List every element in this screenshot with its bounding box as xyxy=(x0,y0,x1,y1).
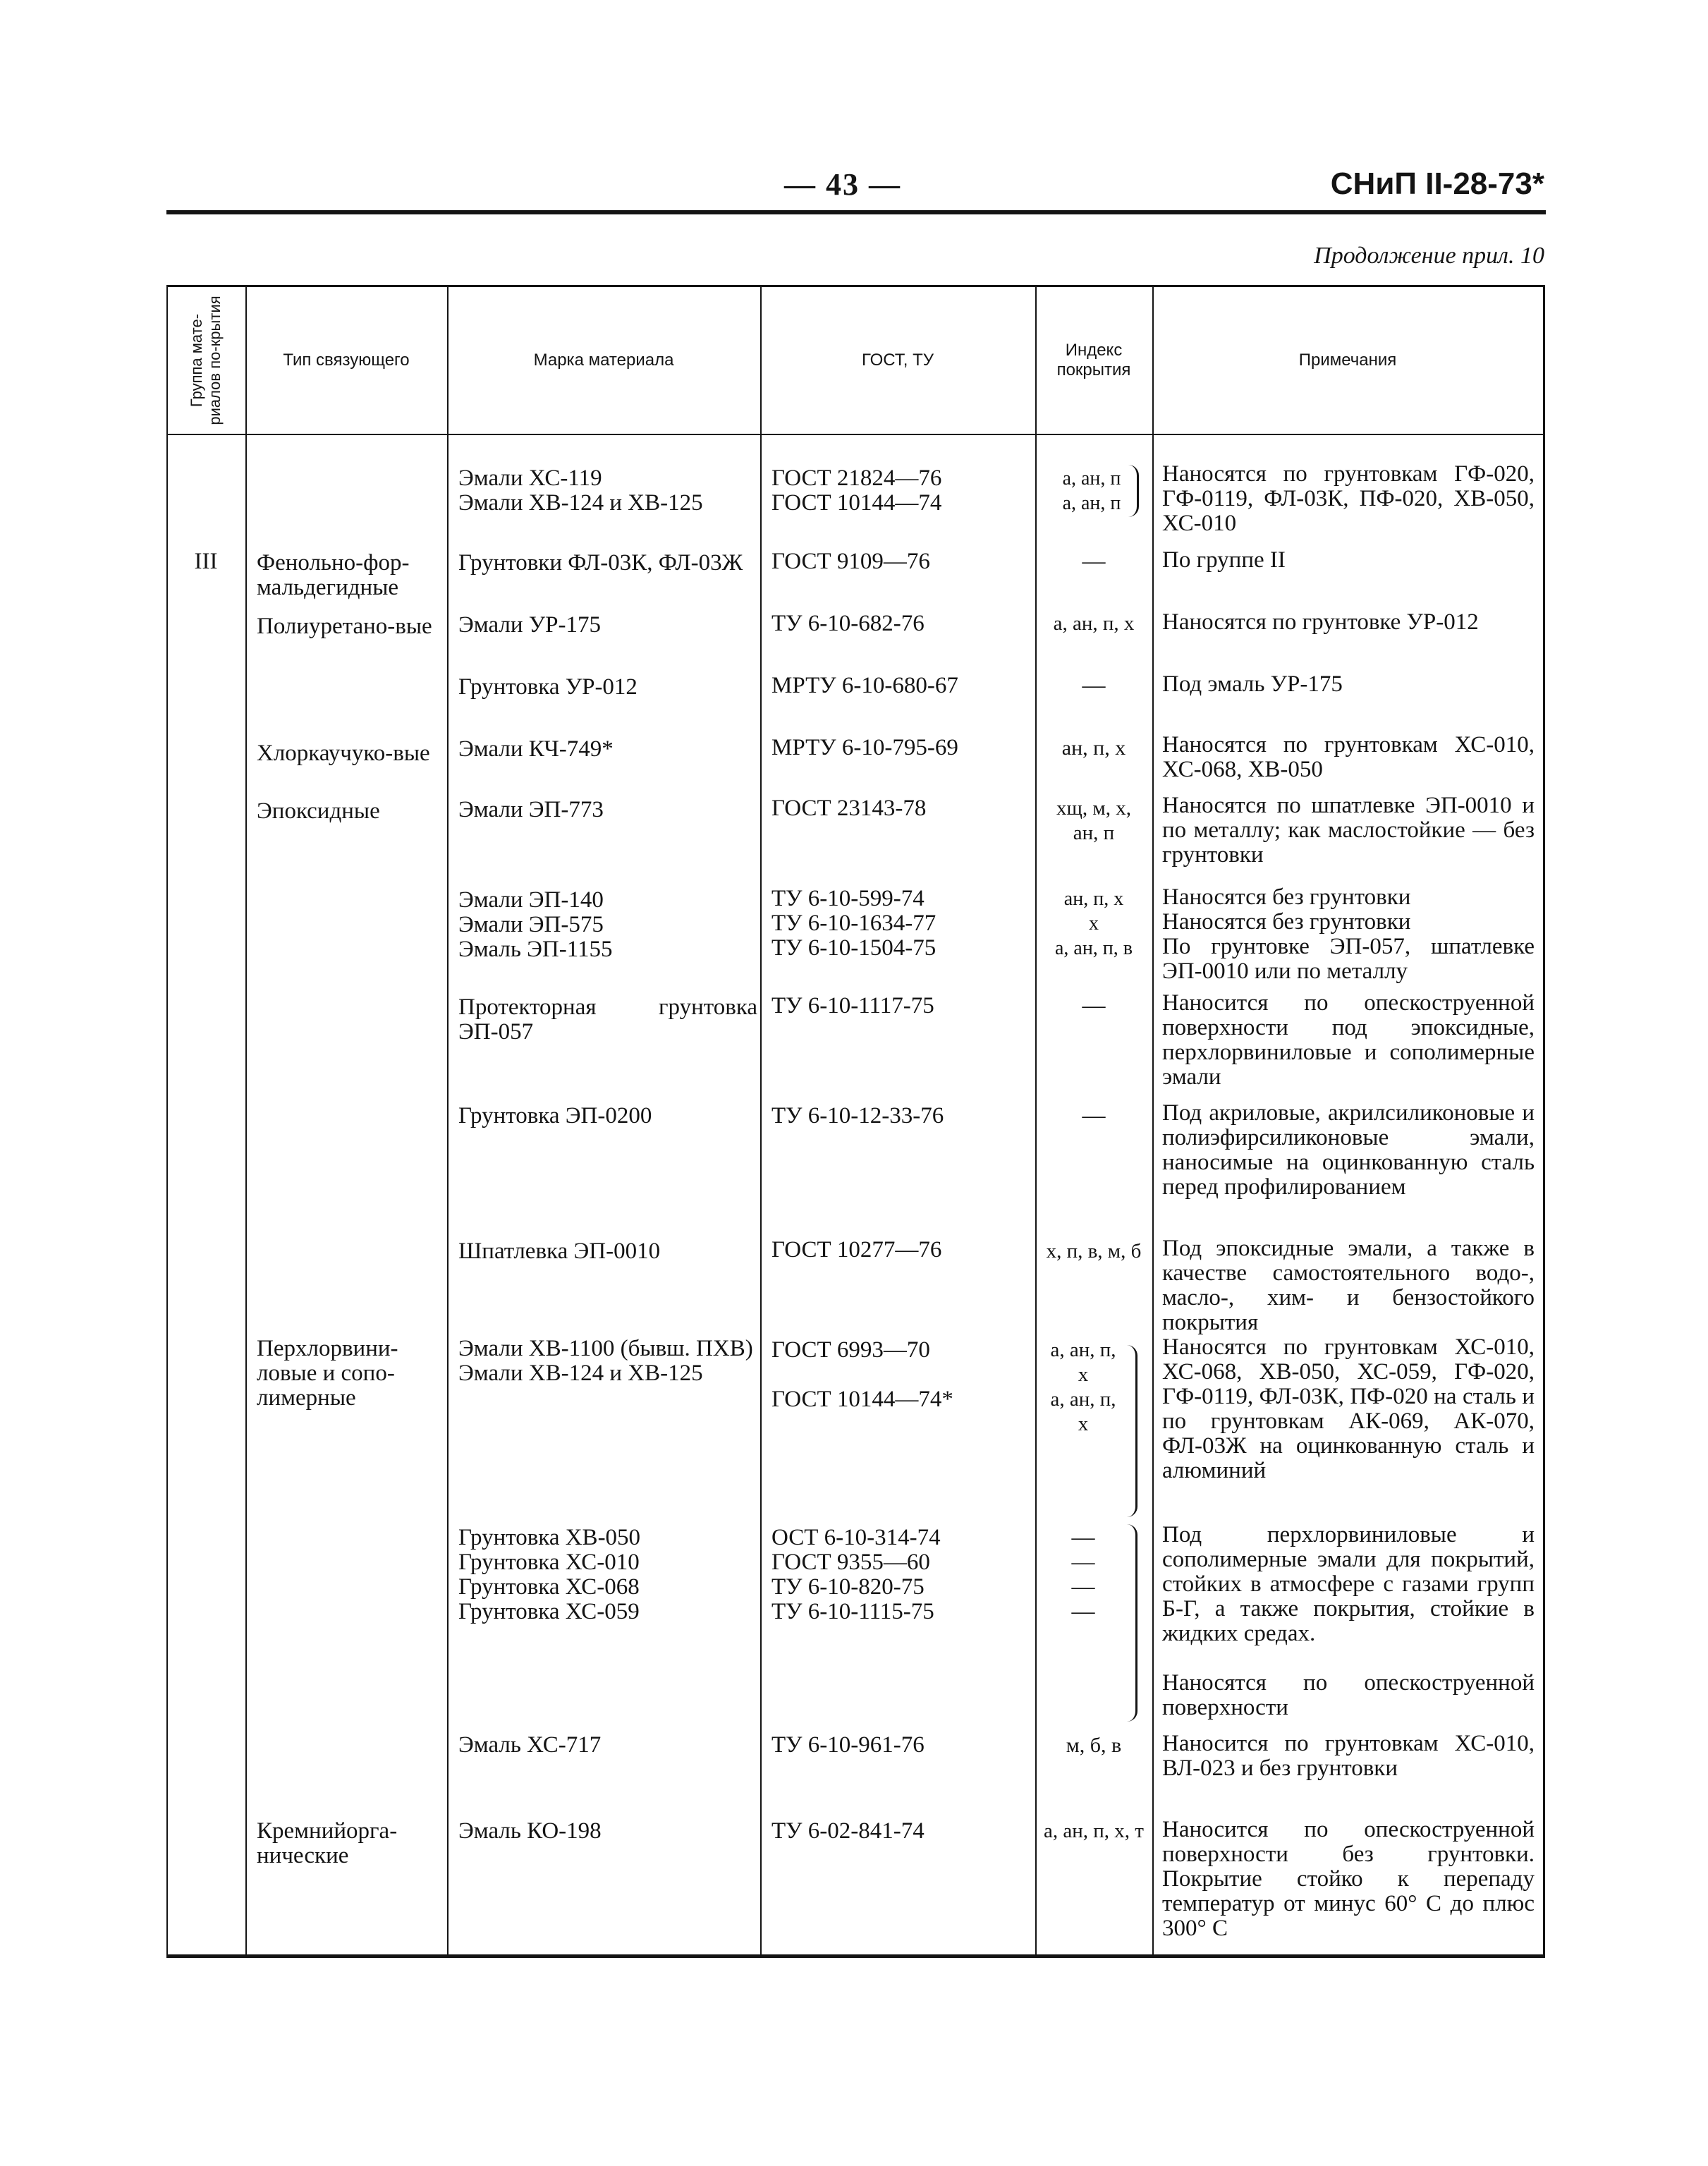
cell-gost: ГОСТ 10277—76 xyxy=(771,1237,942,1263)
cell-material: Протекторная грунтовка ЭП-057 xyxy=(458,994,757,1045)
cell-index: а, ан, п а, ан, п xyxy=(1062,468,1121,514)
cell-material: Шпатлевка ЭП-0010 xyxy=(458,1239,661,1264)
cell-notes: Под акриловые, акрилсиликоновые и полиэфирсиликоновые эмали, наносимые на оцинкованную сталь перед профилированием xyxy=(1162,1100,1535,1200)
column-header-gost: ГОСТ, ТУ xyxy=(861,351,934,370)
cell-material: Эмали ЭП-140 Эмали ЭП-575 Эмаль ЭП-1155 xyxy=(458,887,613,962)
cell-gost: ОСТ 6-10-314-74 ГОСТ 9355—60 ТУ 6-10-820-75 ТУ 6-10-1115-75 xyxy=(771,1525,941,1624)
brace xyxy=(1127,1524,1137,1722)
cell-index: м, б, в xyxy=(1066,1734,1122,1757)
cell-notes: Наносится по грунтовкам ХС-010, ВЛ-023 и без грунтовки xyxy=(1162,1731,1535,1781)
cell-notes: Наносятся по грунтовкам ХС-010, ХС-068, ХВ-050, ХС-059, ГФ-020, ГФ-0119, ФЛ-03К, ПФ-020 на сталь и по грунтовкам АК-069, АК-070, ФЛ-03Ж на оцинкованную сталь и алюминий xyxy=(1162,1334,1535,1483)
cell-gost: ТУ 6-10-682-76 xyxy=(771,611,925,636)
document-code: СНиП II-28-73* xyxy=(1330,166,1544,201)
cell-material: Эмаль КО-198 xyxy=(458,1818,602,1844)
cell-binder: Перхлорвини-ловые и сопо-лимерные xyxy=(257,1336,398,1411)
cell-index: — xyxy=(1082,993,1106,1018)
cell-material: Эмали УР-175 xyxy=(458,612,601,638)
cell-gost: ГОСТ 6993—70 ГОСТ 10144—74* xyxy=(771,1337,953,1412)
cell-notes: Наносятся по шпатлевке ЭП-0010 и по металлу; как маслостойкие — без грунтовки xyxy=(1162,793,1535,868)
cell-material: Грунтовка УР-012 xyxy=(458,674,638,700)
cell-notes: По группе II xyxy=(1162,547,1286,573)
cell-index: ан, п, х х а, ан, п, в xyxy=(1054,888,1133,959)
cell-gost: ТУ 6-10-599-74 ТУ 6-10-1634-77 ТУ 6-10-1504-75 xyxy=(771,886,937,961)
cell-notes: Под эпоксидные эмали, а также в качестве самостоятельного водо-, масло-, хим- и бензостойкого покрытия xyxy=(1162,1236,1535,1335)
cell-index: х, п, в, м, б xyxy=(1046,1240,1142,1263)
cell-index: — xyxy=(1082,549,1106,574)
column-header-group xyxy=(166,287,245,434)
cell-gost: ТУ 6-10-12-33-76 xyxy=(771,1103,944,1128)
column-header-notes: Примечания xyxy=(1298,351,1397,370)
cell-gost: ГОСТ 21824—76 ГОСТ 10144—74 xyxy=(771,466,942,516)
materials-table xyxy=(166,285,1545,1958)
cell-material: Эмали КЧ-749* xyxy=(458,736,614,762)
cell-index: а, ан, п, х, т xyxy=(1044,1820,1144,1842)
column-divider xyxy=(447,287,449,1954)
cell-binder: Хлоркаучуко-вые xyxy=(257,741,430,766)
cell-index: — xyxy=(1082,673,1106,698)
cell-binder: Эпоксидные xyxy=(257,798,380,824)
cell-notes: Под перхлорвиниловые и сополимерные эмали для покрытий, стойких в атмосфере с газами групп Б-Г, а также покрытия, стойкие в жидких средах. xyxy=(1162,1522,1535,1646)
cell-index: ан, п, х xyxy=(1061,736,1126,760)
continuation-label: Продолжение прил. 10 xyxy=(1314,243,1544,269)
cell-notes-secondary: Наносятся по опескоструенной поверхности xyxy=(1162,1670,1535,1720)
cell-gost: ТУ 6-10-1117-75 xyxy=(771,993,934,1018)
cell-gost: ГОСТ 23143-78 xyxy=(771,796,927,821)
column-divider xyxy=(1035,287,1037,1954)
cell-notes: Наносятся без грунтовки Наносятся без грунтовки По грунтовке ЭП-057, шпатлевке ЭП-0010 или по металлу xyxy=(1162,884,1535,984)
table-header-rule xyxy=(166,434,1543,435)
cell-material: Эмали ХВ-1100 (бывш. ПХВ) Эмали ХВ-124 и ХВ-125 xyxy=(458,1336,753,1386)
cell-index: а, ан, п, х а, ан, п, х xyxy=(1050,1339,1116,1435)
cell-index: — xyxy=(1082,1103,1106,1128)
cell-gost: МРТУ 6-10-795-69 xyxy=(771,735,958,760)
brace xyxy=(1127,1345,1137,1517)
column-divider xyxy=(1152,287,1154,1954)
page-number: — 43 — xyxy=(784,167,901,202)
column-header-group-label: Группа мате-риалов по-крытия xyxy=(188,296,224,425)
cell-material: Грунтовка ЭП-0200 xyxy=(458,1103,652,1128)
column-header-material: Марка материала xyxy=(533,351,674,370)
cell-material: Эмали ХС-119 Эмали ХВ-124 и ХВ-125 xyxy=(458,466,703,516)
cell-binder: Фенольно-фор-мальдегидные xyxy=(257,550,410,600)
column-divider xyxy=(245,287,247,1954)
cell-binder: Полиуретано-вые xyxy=(257,614,432,639)
cell-index: — — — — xyxy=(1071,1525,1095,1624)
cell-index: хщ, м, х, ан, п xyxy=(1056,797,1131,844)
cell-notes: Наносятся по грунтовкам ХС-010, ХС-068, ХВ-050 xyxy=(1162,732,1535,782)
cell-material: Эмали ЭП-773 xyxy=(458,797,604,822)
cell-gost: ТУ 6-10-961-76 xyxy=(771,1732,925,1758)
cell-notes: Наносится по опескоструенной поверхности под эпоксидные, перхлорвиниловые и сополимерные эмали xyxy=(1162,990,1535,1090)
column-header-binder: Тип связующего xyxy=(283,351,410,370)
column-divider xyxy=(166,287,168,1954)
cell-material: Грунтовка ХВ-050 Грунтовка ХС-010 Грунтовка ХС-068 Грунтовка ХС-059 xyxy=(458,1525,641,1624)
header-rule xyxy=(166,210,1546,214)
cell-gost: ТУ 6-02-841-74 xyxy=(771,1818,925,1844)
cell-index: а, ан, п, х xyxy=(1053,612,1135,635)
cell-notes: Наносятся по грунтовке УР-012 xyxy=(1162,609,1479,635)
cell-notes: Наносится по опескоструенной поверхности без грунтовки. Покрытие стойко к перепаду температур от минус 60° С до плюс 300° С xyxy=(1162,1817,1535,1941)
cell-group: III xyxy=(194,549,218,574)
column-header-index: Индекс покрытия xyxy=(1056,341,1131,379)
brace xyxy=(1128,465,1139,517)
cell-gost: МРТУ 6-10-680-67 xyxy=(771,673,958,698)
cell-notes: Под эмаль УР-175 xyxy=(1162,671,1343,697)
cell-notes: Наносятся по грунтовкам ГФ-020, ГФ-0119, ФЛ-03К, ПФ-020, ХВ-050, ХС-010 xyxy=(1162,461,1535,536)
cell-gost: ГОСТ 9109—76 xyxy=(771,549,930,574)
cell-material: Грунтовки ФЛ-03К, ФЛ-03Ж xyxy=(458,550,743,576)
cell-material: Эмаль ХС-717 xyxy=(458,1732,602,1758)
column-divider xyxy=(760,287,762,1954)
cell-binder: Кремнийорга-нические xyxy=(257,1818,398,1868)
